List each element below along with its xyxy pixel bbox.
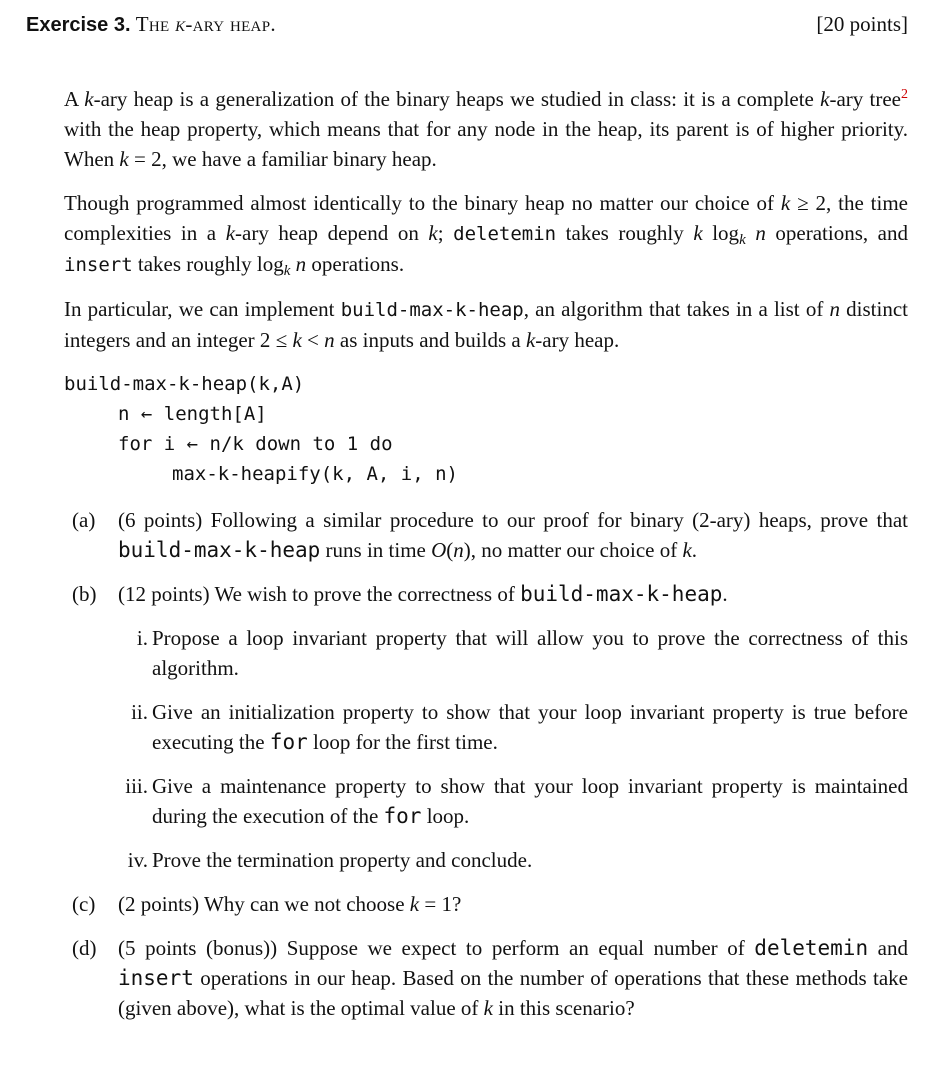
paragraph-build-intro: In particular, we can implement build-max-k-heap, an algorithm that takes in a list of n distinct integers and an integer 2 ≤ k < n as inputs and builds a k-ary heap. — [64, 297, 909, 352]
code-deletemin: deletemin — [453, 223, 557, 245]
algorithm-pseudocode — [64, 369, 908, 489]
part-a-label: (a) — [72, 508, 96, 532]
part-b-iii: iii. Give a maintenance property to show that your loop invariant property is maintained during the execution of the for loop. — [120, 771, 908, 831]
code-build-max-k-heap: build-max-k-heap — [340, 299, 524, 321]
paragraph-definition: A k-ary heap is a generalization of the binary heaps we studied in class: it is a complete k-ary tree$^2$ with the heap property, which means that for any node in the heap, its parent is of higher priority. When k = 2, we have a familiar binary heap. — [64, 87, 908, 171]
algorithm-line-1: build-max-k-heap(k,A) — [64, 373, 305, 395]
part-b-iii-label: iii. — [125, 774, 148, 798]
exercise-header — [26, 12, 908, 42]
exercise-label: Exercise 3. — [26, 14, 131, 36]
code-insert: insert — [64, 254, 133, 276]
part-a: (a) (6 points) Following a similar procedure to our proof for binary (2-ary) heaps, prove that build-max-k-heap runs in time O(n), no matter our choice of k. — [72, 505, 908, 565]
part-b-i-label: i. — [136, 626, 148, 650]
paragraph-complexity: Though programmed almost identically to the binary heap no matter our choice of k ≥ 2, the time complexities in a k-ary heap depend on k; deletemin takes roughly k $\log_k n$ operations, and insert takes roughly $\log_k n$ operations. — [64, 191, 909, 279]
part-d-label: (d) — [72, 936, 97, 960]
footnote-marker[interactable]: 2 — [900, 87, 908, 102]
part-c-label: (c) — [72, 892, 96, 916]
algorithm-line-2: n ← length[A] — [118, 403, 267, 425]
part-d: (d) (5 points (bonus)) Suppose we expect to perform an equal number of deletemin and insert operations in our heap. Based on the number of operations that these methods take (given above), what is the optimal value of k in this scenario? — [72, 933, 908, 1023]
part-b-iv-label: iv. — [127, 848, 148, 872]
part-b: (b) (12 points) We wish to prove the correctness of build-max-k-heap. — [72, 579, 908, 609]
algorithm-line-4: max-k-heapify(k, A, i, n) — [172, 463, 458, 485]
exercise-points: [20 points] — [816, 12, 908, 36]
part-b-i: i. Propose a loop invariant property that will allow you to prove the correctness of this algorithm. — [120, 623, 908, 683]
algorithm-line-3: for i ← n/k down to 1 do — [118, 433, 393, 455]
part-c: (c) (2 points) Why can we not choose k = 1? — [72, 889, 908, 919]
part-b-iv: iv. Prove the termination property and conclude. — [120, 845, 908, 875]
exercise-title-text: The k-ary heap. — [135, 12, 276, 36]
part-b-ii: ii. Give an initialization property to show that your loop invariant property is true before executing the for loop for the first time. — [120, 697, 908, 757]
exercise-body — [64, 84, 908, 1037]
part-b-ii-label: ii. — [131, 700, 148, 724]
part-b-label: (b) — [72, 582, 97, 606]
exercise-title — [26, 12, 276, 37]
